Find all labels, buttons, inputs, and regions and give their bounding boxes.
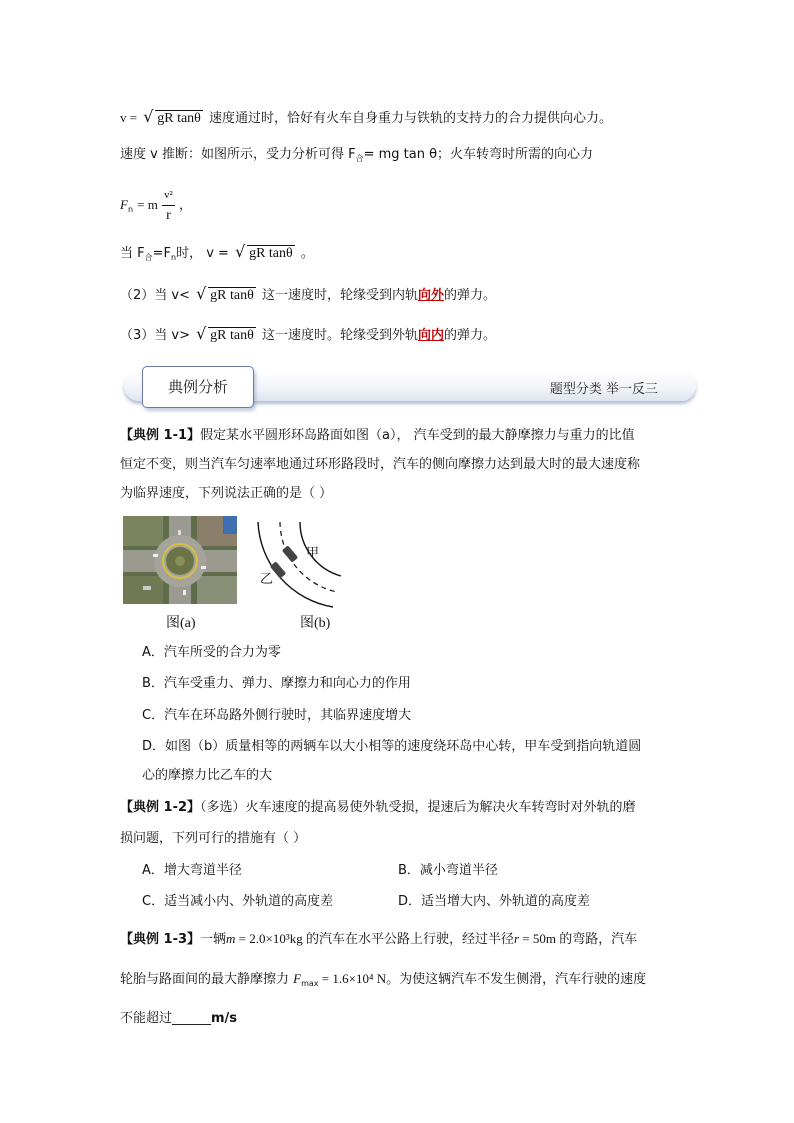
- fraction: $\frac{\text{v²}}{r}$: [162, 185, 175, 226]
- sqrt-expression: √ gR tanθ: [143, 109, 203, 129]
- q1-line-1: 【典例 1-1】假定某水平圆形环岛路面如图（a）， 汽车受到的最大静摩擦力与重力的比值: [120, 428, 635, 443]
- q2-line-2: 损问题，下列可行的措施有（ ）: [120, 831, 307, 846]
- q1-option-c: C．汽车在环岛路外侧行驶时，其临界速度增大: [142, 708, 412, 723]
- q2-line-1: 【典例 1-2】（多选）火车速度的提高易使外轨受损，提速后为解决火车转弯时对外轨的磨: [120, 800, 636, 815]
- banner-subtitle: 题型分类 举一反三: [549, 382, 658, 397]
- q1-option-a: A．汽车所受的合力为零: [142, 645, 281, 660]
- case-2-line: （2）当 v< √ gR tanθ 这一速度时，轮缘受到内轨向外的弹力。: [120, 286, 496, 306]
- figure-b-diagram: [250, 512, 360, 612]
- q1-option-d: D．如图（b）质量相等的两辆车以大小相等的速度绕环岛中心转，甲车受到指向轨道圆: [142, 739, 642, 754]
- q1-option-d-cont: 心的摩擦力比乙车的大: [142, 768, 273, 783]
- figure-b-caption: 图(b): [300, 616, 331, 631]
- figure-a-caption: 图(a): [166, 616, 196, 631]
- q3-line-2: 轮胎与路面间的最大静摩擦力 $F_{max} = 1.6\times 10^4$ N。为使这辆汽车不发生侧滑，汽车行驶的速度: [120, 971, 647, 988]
- q2-option-b: B．减小弯道半径: [398, 863, 498, 878]
- q2-option-d: D．适当增大内、外轨道的高度差: [398, 894, 591, 909]
- banner-tab: 典例分析: [142, 366, 254, 408]
- centripetal-formula: $F_n = m$ $\frac{\text{v²}}{r}$ ，: [120, 185, 192, 226]
- q2-option-c: C．适当减小内、外轨道的高度差: [142, 894, 334, 909]
- car-label-yi: 乙: [260, 572, 274, 587]
- q3-line-3: 不能超过______m/s: [120, 1011, 238, 1026]
- q1-line-3: 为临界速度，下列说法正确的是（ ）: [120, 486, 333, 501]
- car-label-jia: 甲: [306, 546, 320, 561]
- case-3-line: （3）当 v> √ gR tanθ 这一速度时。轮缘受到外轨向内的弹力。: [120, 326, 496, 346]
- section-banner: [124, 366, 698, 404]
- derivation-line: 速度 v 推断：如图所示，受力分析可得 $F_合=$ mg tan θ；火车转弯时所需的向心力: [120, 147, 594, 163]
- condition-line: 当 $F_合=F_n$时， v = √ gR tanθ 。: [120, 244, 314, 268]
- highlight-outward: 向外: [417, 288, 444, 303]
- figure-a-image: [123, 516, 237, 604]
- q2-option-a: A．增大弯道半径: [142, 863, 242, 878]
- q1-option-b: B．汽车受重力、弹力、摩擦力和向心力的作用: [142, 676, 411, 691]
- formula-line-1: v = √ gR tanθ 速度通过时，恰好有火车自身重力与铁轨的支持力的合力提供向心力。: [120, 108, 612, 129]
- q3-line-1: 【典例 1-3】一辆m = 2.0×10³kg 的汽车在水平公路上行驶，经过半径r = 50m 的弯路，汽车: [120, 931, 638, 947]
- q1-line-2: 恒定不变，则当汽车匀速率地通过环形路段时，汽车的侧向摩擦力达到最大时的最大速度称: [120, 457, 641, 472]
- highlight-inward: 向内: [417, 328, 444, 343]
